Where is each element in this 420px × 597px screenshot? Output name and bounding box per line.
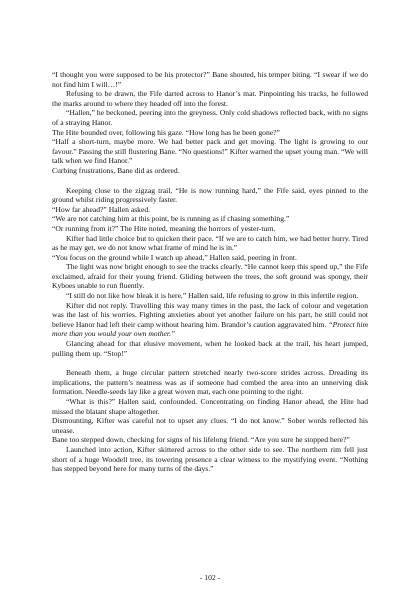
paragraph: Refusing to be drawn, the Fife darted across to Hanor’s mat. Pinpointing his tracks, he followed the marks around to where they headed off into the forest. (52, 89, 368, 108)
page-number: - 102 - (199, 573, 221, 582)
paragraph: The Hite bounded over, following his gaze. “How long has he been gone?” (52, 127, 280, 137)
paragraph: Keeping close to the zigzag trail, “He is now running hard,” the Fife said, eyes pinned to the ground whilst riding progressively faster. (52, 185, 368, 205)
paragraph: “I thought you were supposed to be his protector?” Bane shouted, his temper biting. “I swear if we do not find him I will…!” (52, 70, 368, 89)
paragraph: “We are not catching him at this point, be is running as if chasing something.” (52, 214, 290, 224)
section-break (52, 358, 368, 368)
paragraph: Beneath them, a huge circular pattern stretched nearly two-score strides across. Dreading its implications, the pattern’s neatness was as if someone had combed the area into an unnerving disk formation. Needle-seeds lay like a great woven mat, each one pointing to the right. (52, 368, 368, 397)
paragraph-text: Kifter did not reply. Travelling this way many times in the past, the lack of colour and vegetation was the last of his worries. Fighting anxieties about yet another failure on his part, he still could not believe Hanor had left their camp without hearing him. Brandor’s caution aggravated him. (52, 300, 368, 329)
section-break (52, 176, 368, 186)
paragraph: Kifter had little choice but to quicken their pace. “If we are to catch him, we had better hurry. Tired as he may get, we do not know what frame of mind he is in.” (52, 233, 368, 253)
paragraph (52, 301, 368, 339)
paragraph: Glancing ahead for that elusive movement, when he looked back at the trail, his heart jumped, pulling them up. “Stop!” (52, 339, 368, 358)
paragraph: Curbing frustrations, Bane did as ordered. (52, 165, 180, 175)
paragraph: Dismounting, Kifter was careful not to upset any clues. “I do not know.” Sober words reflected his unease. (52, 416, 368, 435)
section-3 (52, 368, 368, 474)
paragraph: “You focus on the ground while I watch up ahead,” Hallen said, peering in front. (52, 252, 297, 262)
paragraph: The light was now bright enough to see the tracks clearly. “He cannot keep this speed up,” the Fife exclaimed, afraid for their young friend. Gliding between the trees, the soft ground was spongy, their Kyboes unable to run fluently. (52, 262, 368, 291)
section-1 (52, 70, 368, 176)
paragraph: Bane too stepped down, checking for signs of his lifelong friend. “Are you sure he stopped here?” (52, 435, 350, 445)
paragraph: “Or running from it?” The Hite noted, meaning the horrors of yester-turn. (52, 223, 276, 233)
paragraph: “I still do not like how bleak it is here,” Hallen said, life refusing to grow in this infertile region. (66, 291, 359, 301)
paragraph: “Hallen,” he beckoned, peering into the greyness. Only cold shadows reflected back, with no signs of a straying Hanor. (52, 108, 368, 127)
italic-quote: “Protect him more than you would your own mother.” (52, 319, 368, 339)
book-page (52, 70, 368, 590)
section-2 (52, 186, 368, 359)
paragraph: “How far ahead?” Hallen asked. (52, 204, 151, 214)
paragraph: Launched into action, Kifter skittered across to the other side to see. The northern rim fell just short of a huge Woodell tree, its towering presence a clear witness to the mystifying event. “Nothing has stepped beyond here for many turns of the days.” (52, 444, 368, 474)
paragraph: “What is this?” Hallen said, confounded. Concentrating on finding Hanor ahead, the Hite had missed the blatant shape altogether. (52, 397, 368, 416)
paragraph: “Half a short-turn, maybe more. We had better pack and get moving. The light is growing to our favour.” Passing the still flustering Bane. “No questions!” Kifter warned the upset young man. “We will talk when we find Hanor.” (52, 137, 368, 166)
